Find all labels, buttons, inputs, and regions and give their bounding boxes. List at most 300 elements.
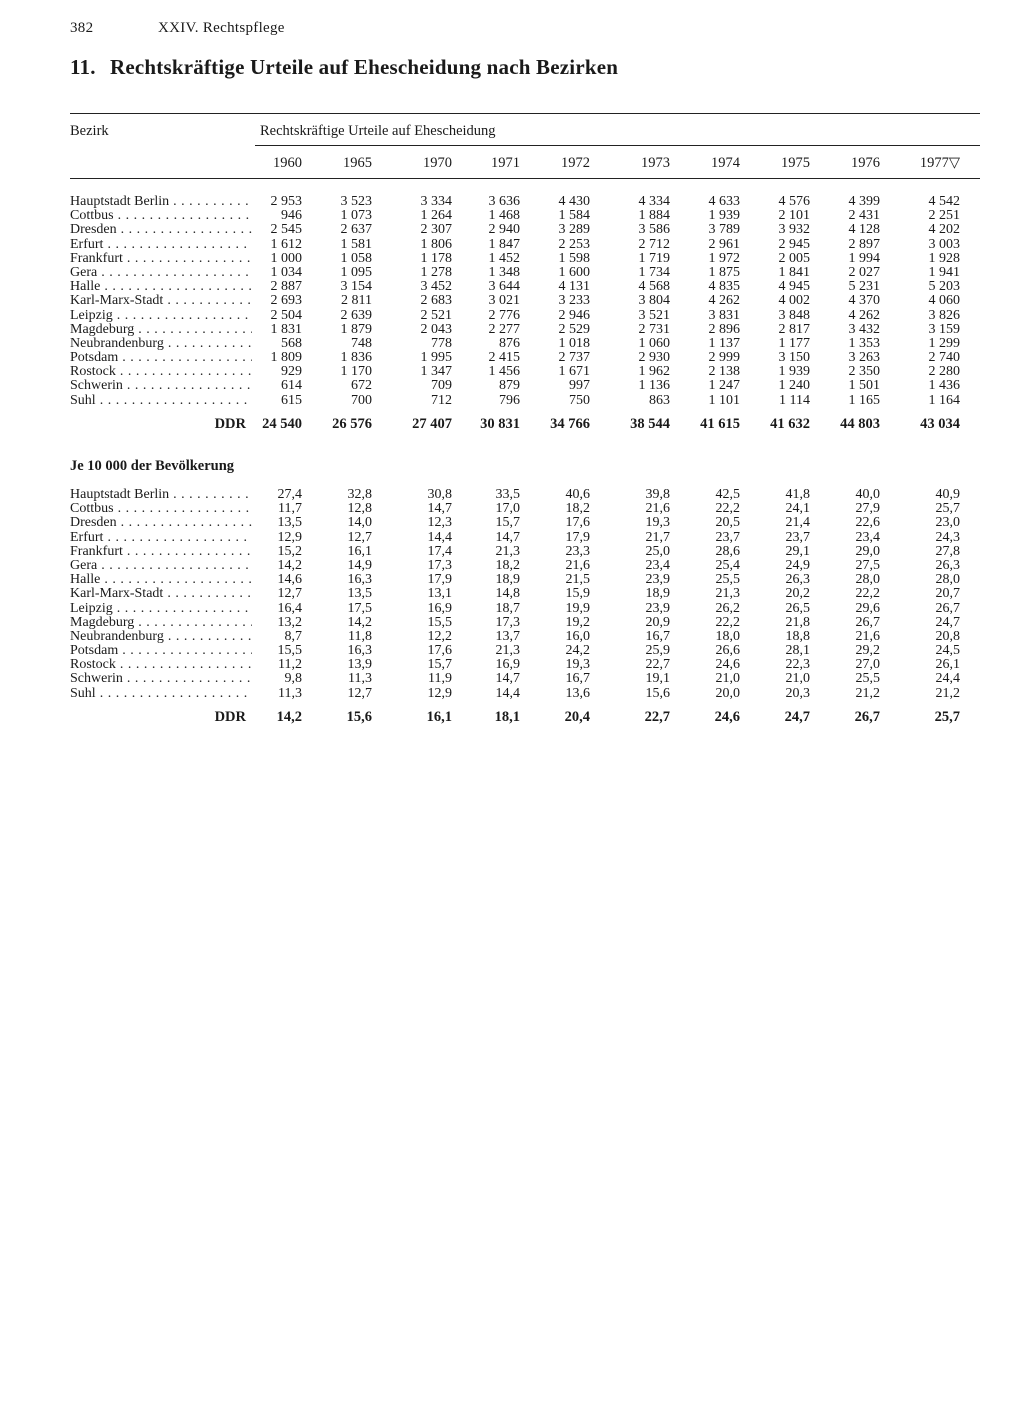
table-cell: 3 932: [778, 222, 810, 238]
table-cell: 2 776: [488, 307, 520, 323]
table-row: [0, 531, 1024, 545]
table-cell: 11,8: [348, 628, 372, 644]
table-cell: 21,6: [645, 501, 670, 517]
table-row: [0, 209, 1024, 223]
table-cell: 16,3: [347, 572, 372, 588]
table-cell: 21,6: [565, 557, 590, 573]
table-cell: 876: [499, 335, 520, 351]
table-cell: 11,3: [278, 685, 302, 701]
table-cell: 2 415: [488, 350, 520, 366]
table-cell: 12,7: [277, 586, 302, 602]
table-cell: 2 940: [488, 222, 520, 238]
table-cell: 18,8: [785, 628, 810, 644]
table-cell: 2 731: [638, 321, 670, 337]
table-cell: 3 432: [848, 321, 880, 337]
table-cell: 15,6: [645, 685, 670, 701]
per-10000-table: [0, 488, 1024, 701]
table-cell: 2 737: [558, 350, 590, 366]
table-row: [0, 266, 1024, 280]
per-10000-total-row: [0, 709, 1024, 725]
table-cell: 750: [569, 392, 590, 408]
row-label: Leipzig . . .: [70, 309, 252, 323]
year-header: 1976: [851, 155, 880, 171]
top-rule: [70, 113, 980, 114]
table-cell: 14,6: [277, 572, 302, 588]
table-cell: 42,5: [715, 487, 740, 502]
table-cell: 1 995: [420, 350, 452, 366]
table-cell: 709: [431, 378, 452, 394]
table-cell: 8,7: [284, 628, 302, 644]
row-label: Neubrandenburg . . .: [70, 337, 252, 351]
table-cell: 21,2: [855, 685, 880, 701]
table-cell: 1 847: [488, 236, 520, 252]
table-cell: 29,6: [855, 600, 880, 616]
table-cell: 19,3: [645, 515, 670, 531]
table-cell: 2 251: [928, 208, 960, 224]
table-cell: 27,0: [855, 657, 880, 673]
table-row: [0, 394, 1024, 408]
table-cell: 997: [569, 378, 590, 394]
table-cell: 3 154: [340, 279, 372, 295]
table-cell: 2 887: [270, 279, 302, 295]
table-cell: 19,9: [565, 600, 590, 616]
table-cell: 20,2: [785, 586, 810, 602]
table-cell: 27,5: [855, 557, 880, 573]
table-cell: 24,2: [565, 643, 590, 659]
running-header: [70, 20, 285, 37]
table-row: [0, 644, 1024, 658]
table-cell: 14,7: [495, 529, 520, 545]
total-cell: 24,7: [784, 709, 810, 725]
table-cell: 21,2: [935, 685, 960, 701]
table-cell: 17,6: [427, 643, 452, 659]
table-row: [0, 223, 1024, 237]
table-cell: 4 334: [638, 194, 670, 209]
total-cell: 18,1: [494, 709, 520, 725]
table-cell: 20,9: [645, 614, 670, 630]
table-cell: 2 946: [558, 307, 590, 323]
table-cell: 25,4: [715, 557, 740, 573]
row-label: Erfurt . . .: [70, 531, 252, 545]
table-cell: 26,3: [935, 557, 960, 573]
table-cell: 21,6: [855, 628, 880, 644]
table-cell: 1 884: [638, 208, 670, 224]
table-cell: 26,7: [935, 600, 960, 616]
table-cell: 1 247: [708, 378, 740, 394]
row-label: Rostock . . .: [70, 365, 252, 379]
row-label: Schwerin . . .: [70, 379, 252, 393]
table-cell: 2 817: [778, 321, 810, 337]
table-cell: 3 523: [340, 194, 372, 209]
table-cell: 32,8: [347, 487, 372, 502]
table-cell: 1 018: [558, 335, 590, 351]
table-cell: 14,7: [427, 501, 452, 517]
table-cell: 1 177: [778, 335, 810, 351]
table-cell: 1 598: [558, 250, 590, 266]
table-cell: 18,7: [495, 600, 520, 616]
table-cell: 18,9: [495, 572, 520, 588]
table-cell: 1 734: [638, 264, 670, 280]
table-cell: 4 370: [848, 293, 880, 309]
table-cell: 2 930: [638, 350, 670, 366]
table-cell: 2 504: [270, 307, 302, 323]
table-row: [0, 252, 1024, 266]
table-cell: 2 307: [420, 222, 452, 238]
table-cell: 20,7: [935, 586, 960, 602]
table-cell: 2 999: [708, 350, 740, 366]
table-cell: 1 501: [848, 378, 880, 394]
group-column-header: Rechtskräftige Urteile auf Ehescheidung: [260, 123, 496, 139]
table-cell: 13,7: [495, 628, 520, 644]
table-cell: 17,5: [347, 600, 372, 616]
table-cell: 2 693: [270, 293, 302, 309]
table-cell: 14,4: [495, 685, 520, 701]
table-cell: 29,2: [855, 643, 880, 659]
table-cell: 4 835: [708, 279, 740, 295]
table-cell: 21,3: [715, 586, 740, 602]
table-cell: 1 972: [708, 250, 740, 266]
table-cell: 12,2: [427, 628, 452, 644]
table-row: [0, 294, 1024, 308]
table-cell: 14,2: [347, 614, 372, 630]
table-cell: 1 468: [488, 208, 520, 224]
table-cell: 20,8: [935, 628, 960, 644]
table-cell: 23,0: [935, 515, 960, 531]
table-cell: 23,4: [645, 557, 670, 573]
total-cell: 27 407: [412, 416, 452, 432]
table-cell: 614: [281, 378, 302, 394]
table-row: [0, 672, 1024, 686]
table-cell: 13,5: [277, 515, 302, 531]
table-cell: 1 178: [420, 250, 452, 266]
table-cell: 1 136: [638, 378, 670, 394]
table-row: [0, 337, 1024, 351]
table-cell: 1 612: [270, 236, 302, 252]
table-cell: 1 137: [708, 335, 740, 351]
year-header: 1970: [423, 155, 452, 171]
table-cell: 2 637: [340, 222, 372, 238]
table-cell: 1 353: [848, 335, 880, 351]
table-cell: 1 299: [928, 335, 960, 351]
table-cell: 2 350: [848, 364, 880, 380]
table-row: [0, 351, 1024, 365]
table-cell: 1 941: [928, 264, 960, 280]
table-cell: 3 789: [708, 222, 740, 238]
table-cell: 700: [351, 392, 372, 408]
table-cell: 22,3: [785, 657, 810, 673]
table-cell: 1 114: [779, 392, 810, 408]
table-cell: 3 831: [708, 307, 740, 323]
row-label: Suhl . . .: [70, 394, 252, 408]
table-cell: 2 253: [558, 236, 590, 252]
table-cell: 16,4: [277, 600, 302, 616]
table-cell: 1 240: [778, 378, 810, 394]
table-cell: 27,4: [277, 487, 302, 502]
year-header: 1960: [273, 155, 302, 171]
table-cell: 672: [351, 378, 372, 394]
table-cell: 40,0: [855, 487, 880, 502]
table-cell: 3 289: [558, 222, 590, 238]
table-cell: 14,8: [495, 586, 520, 602]
table-cell: 2 961: [708, 236, 740, 252]
table-cell: 17,3: [427, 557, 452, 573]
table-cell: 1 928: [928, 250, 960, 266]
table-cell: 20,5: [715, 515, 740, 531]
row-label: Potsdam . . .: [70, 351, 252, 365]
table-cell: 16,9: [495, 657, 520, 673]
table-cell: 25,7: [935, 501, 960, 517]
table-row: [0, 687, 1024, 701]
table-cell: 1 719: [638, 250, 670, 266]
table-cell: 17,3: [495, 614, 520, 630]
table-cell: 2 639: [340, 307, 372, 323]
table-cell: 21,5: [565, 572, 590, 588]
table-cell: 1 939: [708, 208, 740, 224]
table-cell: 2 953: [270, 194, 302, 209]
table-cell: 21,0: [785, 671, 810, 687]
table-cell: 24,1: [785, 501, 810, 517]
table-cell: 4 542: [928, 194, 960, 209]
table-cell: 4 002: [778, 293, 810, 309]
table-number: 11.: [70, 55, 96, 79]
table-cell: 2 683: [420, 293, 452, 309]
table-cell: 1 436: [928, 378, 960, 394]
table-cell: 25,0: [645, 543, 670, 559]
table-cell: 863: [649, 392, 670, 408]
table-cell: 1 452: [488, 250, 520, 266]
table-cell: 1 348: [488, 264, 520, 280]
year-header: 1972: [561, 155, 590, 171]
total-label: DDR: [214, 709, 246, 725]
header-bottom-rule: [70, 178, 980, 179]
table-cell: 26,2: [715, 600, 740, 616]
table-row: [0, 630, 1024, 644]
table-cell: 1 806: [420, 236, 452, 252]
table-cell: 24,6: [715, 657, 740, 673]
page-number: 382: [70, 20, 94, 36]
table-cell: 12,9: [427, 685, 452, 701]
table-cell: 1 264: [420, 208, 452, 224]
table-cell: 1 164: [928, 392, 960, 408]
table-cell: 4 202: [928, 222, 960, 238]
table-cell: 4 131: [558, 279, 590, 295]
table-cell: 1 836: [340, 350, 372, 366]
table-row: [0, 280, 1024, 294]
table-cell: 28,1: [785, 643, 810, 659]
table-cell: 1 841: [778, 264, 810, 280]
table-cell: 2 945: [778, 236, 810, 252]
table-row: [0, 658, 1024, 672]
table-cell: 14,0: [347, 515, 372, 531]
table-cell: 1 058: [340, 250, 372, 266]
absolute-table: [0, 195, 1024, 408]
row-label: Karl-Marx-Stadt . . .: [70, 294, 252, 308]
table-cell: 14,2: [277, 557, 302, 573]
table-cell: 23,7: [715, 529, 740, 545]
table-row: [0, 516, 1024, 530]
year-header: 1975: [781, 155, 810, 171]
table-cell: 14,9: [347, 557, 372, 573]
row-label: Karl-Marx-Stadt . . .: [70, 587, 252, 601]
chapter-title: XXIV. Rechtspflege: [158, 20, 285, 36]
bezirk-column-header: Bezirk: [70, 123, 109, 139]
table-cell: 16,3: [347, 643, 372, 659]
table-cell: 3 334: [420, 194, 452, 209]
table-cell: 1 809: [270, 350, 302, 366]
total-cell: 26 576: [332, 416, 372, 432]
table-cell: 2 101: [778, 208, 810, 224]
table-cell: 15,9: [565, 586, 590, 602]
table-cell: 23,9: [645, 572, 670, 588]
table-cell: 2 897: [848, 236, 880, 252]
table-cell: 16,9: [427, 600, 452, 616]
absolute-total-row: [0, 416, 1024, 432]
table-cell: 778: [431, 335, 452, 351]
row-label: Halle . . .: [70, 280, 252, 294]
table-cell: 4 262: [848, 307, 880, 323]
table-cell: 3 644: [488, 279, 520, 295]
total-cell: 25,7: [934, 709, 960, 725]
table-cell: 26,1: [935, 657, 960, 673]
table-cell: 15,5: [427, 614, 452, 630]
row-label: Halle . . .: [70, 573, 252, 587]
table-cell: 24,5: [935, 643, 960, 659]
table-cell: 1 034: [270, 264, 302, 280]
table-cell: 14,4: [427, 529, 452, 545]
table-cell: 11,2: [278, 657, 302, 673]
table-cell: 9,8: [284, 671, 302, 687]
table-cell: 3 636: [488, 194, 520, 209]
table-cell: 12,9: [277, 529, 302, 545]
table-cell: 24,9: [785, 557, 810, 573]
row-label: Rostock . . .: [70, 658, 252, 672]
table-cell: 19,1: [645, 671, 670, 687]
table-cell: 12,8: [347, 501, 372, 517]
row-label: Leipzig . . .: [70, 602, 252, 616]
group-rule: [255, 145, 980, 146]
table-cell: 2 138: [708, 364, 740, 380]
row-label: Gera . . .: [70, 266, 252, 280]
total-cell: 20,4: [564, 709, 590, 725]
table-cell: 11,7: [278, 501, 302, 517]
table-cell: 3 150: [778, 350, 810, 366]
table-cell: 1 073: [340, 208, 372, 224]
table-cell: 22,2: [715, 614, 740, 630]
table-cell: 3 233: [558, 293, 590, 309]
total-cell: 16,1: [426, 709, 452, 725]
table-cell: 13,2: [277, 614, 302, 630]
table-cell: 1 875: [708, 264, 740, 280]
table-cell: 2 529: [558, 321, 590, 337]
table-cell: 18,9: [645, 586, 670, 602]
table-cell: 4 945: [778, 279, 810, 295]
table-cell: 1 101: [708, 392, 740, 408]
table-cell: 13,1: [427, 586, 452, 602]
row-label: Gera . . .: [70, 559, 252, 573]
table-row: [0, 545, 1024, 559]
table-cell: 3 452: [420, 279, 452, 295]
table-cell: 2 280: [928, 364, 960, 380]
table-row: [0, 323, 1024, 337]
year-header: 1971: [491, 155, 520, 171]
table-cell: 22,2: [715, 501, 740, 517]
table-cell: 21,7: [645, 529, 670, 545]
table-cell: 23,3: [565, 543, 590, 559]
table-cell: 13,9: [347, 657, 372, 673]
table-cell: 2 277: [488, 321, 520, 337]
table-row: [0, 616, 1024, 630]
row-label: Dresden . . .: [70, 516, 252, 530]
table-cell: 1 278: [420, 264, 452, 280]
total-cell: 41 632: [770, 416, 810, 432]
total-cell: 41 615: [700, 416, 740, 432]
table-cell: 23,7: [785, 529, 810, 545]
table-cell: 25,9: [645, 643, 670, 659]
table-cell: 4 128: [848, 222, 880, 238]
table-cell: 41,8: [785, 487, 810, 502]
table-cell: 1 170: [340, 364, 372, 380]
table-cell: 3 826: [928, 307, 960, 323]
table-cell: 13,6: [565, 685, 590, 701]
table-cell: 22,2: [855, 586, 880, 602]
table-cell: 15,5: [277, 643, 302, 659]
table-cell: 1 584: [558, 208, 590, 224]
total-cell: 34 766: [550, 416, 590, 432]
table-cell: 1 060: [638, 335, 670, 351]
table-cell: 27,8: [935, 543, 960, 559]
row-label: Neubrandenburg . . .: [70, 630, 252, 644]
table-cell: 26,7: [855, 614, 880, 630]
row-label: Erfurt . . .: [70, 238, 252, 252]
table-cell: 20,0: [715, 685, 740, 701]
table-cell: 2 005: [778, 250, 810, 266]
table-cell: 19,3: [565, 657, 590, 673]
table-cell: 17,9: [427, 572, 452, 588]
row-label: Hauptstadt Berlin . . .: [70, 488, 252, 502]
table-cell: 30,8: [427, 487, 452, 502]
table-cell: 568: [281, 335, 302, 351]
table-cell: 23,9: [645, 600, 670, 616]
table-cell: 40,6: [565, 487, 590, 502]
table-cell: 615: [281, 392, 302, 408]
table-cell: 2 896: [708, 321, 740, 337]
table-cell: 1 671: [558, 364, 590, 380]
table-cell: 1 939: [778, 364, 810, 380]
table-cell: 4 568: [638, 279, 670, 295]
table-cell: 12,3: [427, 515, 452, 531]
table-cell: 1 831: [270, 321, 302, 337]
table-row: [0, 587, 1024, 601]
table-cell: 712: [431, 392, 452, 408]
table-title-text: Rechtskräftige Urteile auf Ehescheidung nach Bezirken: [110, 55, 619, 79]
total-cell: 15,6: [346, 709, 372, 725]
table-cell: 1 581: [340, 236, 372, 252]
table-cell: 3 003: [928, 236, 960, 252]
table-cell: 3 263: [848, 350, 880, 366]
table-cell: 5 231: [848, 279, 880, 295]
table-cell: 796: [499, 392, 520, 408]
table-cell: 1 879: [340, 321, 372, 337]
table-cell: 14,7: [495, 671, 520, 687]
table-row: [0, 365, 1024, 379]
table-cell: 2 027: [848, 264, 880, 280]
table-cell: 27,9: [855, 501, 880, 517]
table-row: [0, 309, 1024, 323]
table-cell: 22,7: [645, 657, 670, 673]
total-cell: 24,6: [714, 709, 740, 725]
table-cell: 18,0: [715, 628, 740, 644]
table-cell: 22,6: [855, 515, 880, 531]
